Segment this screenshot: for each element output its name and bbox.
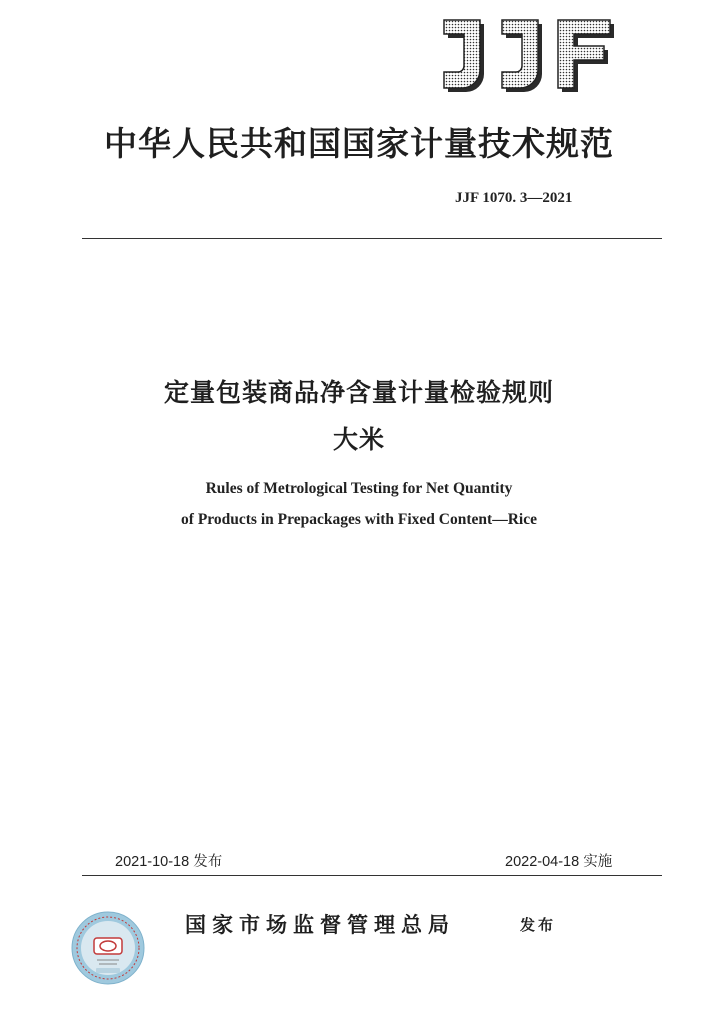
title-cn-main: 定量包装商品净含量计量检验规则 — [163, 378, 554, 407]
issuing-agency: 国家市场监督管理总局 — [185, 912, 455, 937]
standard-code: JJF 1070. 3—2021 — [455, 190, 573, 206]
jjf-logo — [430, 14, 620, 92]
footer-divider — [82, 875, 662, 876]
title-cn-sub: 大米 — [332, 425, 385, 454]
issue-date: 2021-10-18 发布 — [115, 854, 223, 870]
header-divider — [82, 238, 662, 239]
title-en-line1: Rules of Metrological Testing for Net Quantity — [205, 480, 513, 497]
issuing-agency-suffix: 发布 — [520, 916, 557, 934]
title-en-line2: of Products in Prepackages with Fixed Content—Rice — [181, 511, 537, 528]
jjf-logo-letters — [444, 20, 614, 92]
anti-counterfeit-seal-icon — [70, 910, 146, 986]
implementation-date: 2022-04-18 实施 — [505, 854, 613, 870]
standard-type-title: 中华人民共和国国家计量技术规范 — [104, 124, 614, 163]
